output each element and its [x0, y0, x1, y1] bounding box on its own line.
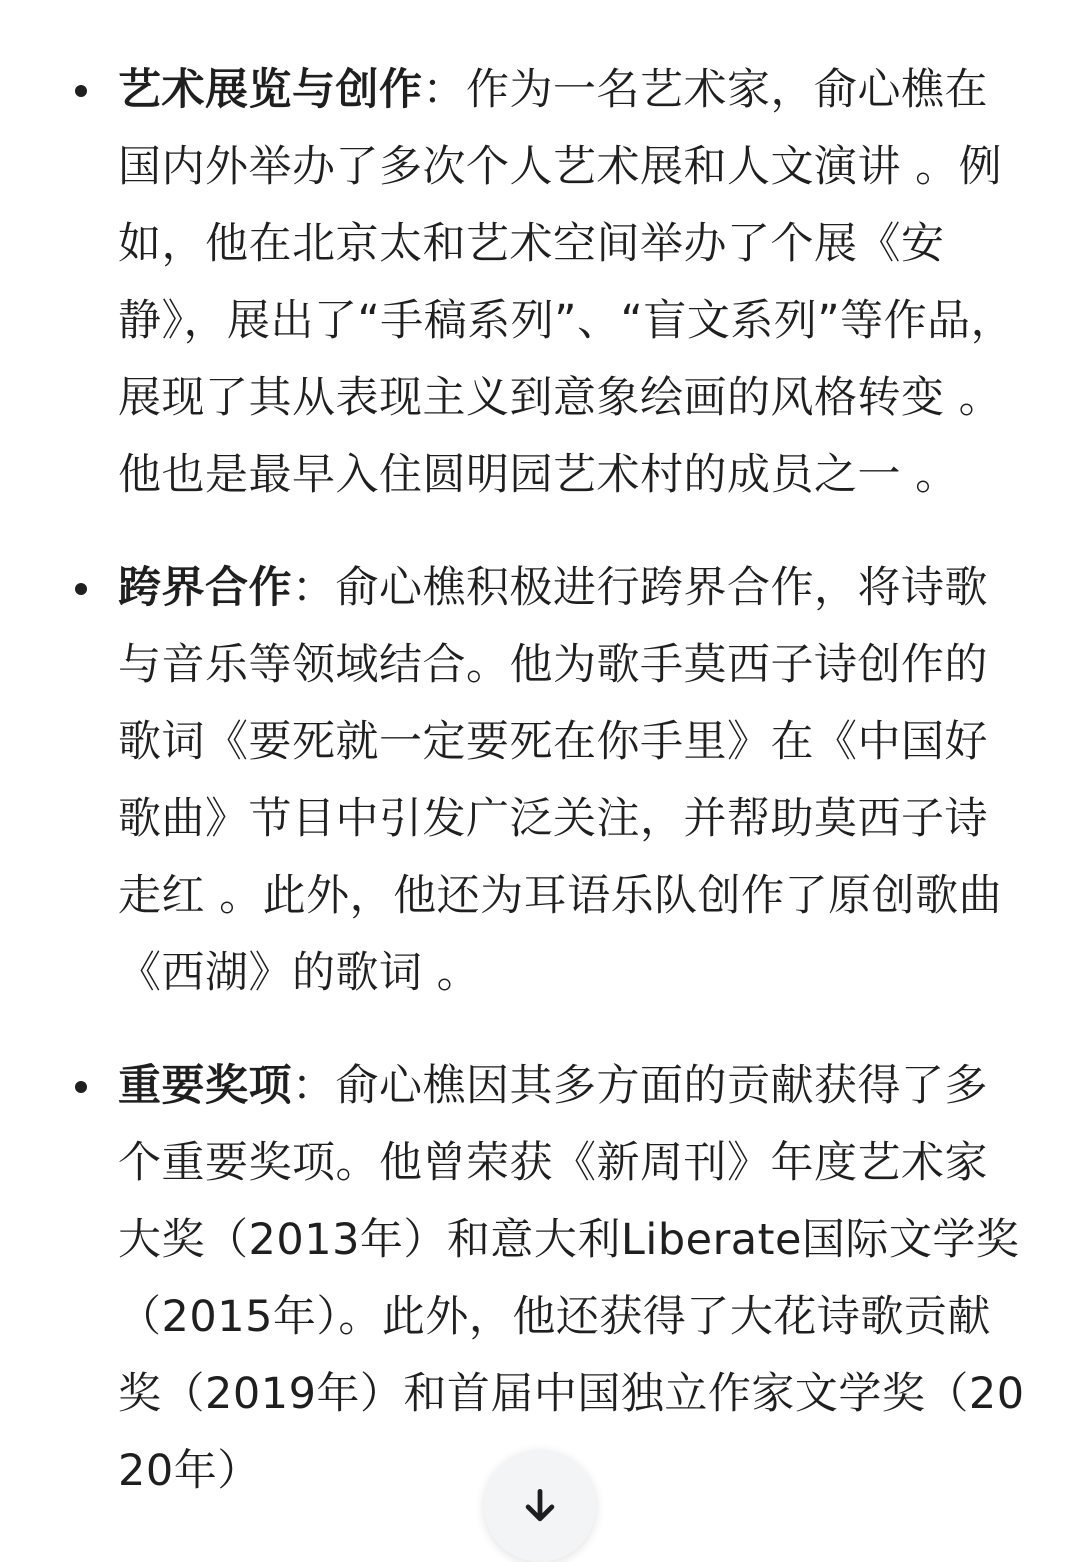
list-item-text: [118, 1048, 1028, 1510]
list-item-art-exhibition: [0, 52, 1080, 514]
title-separator: ：: [292, 563, 336, 613]
bullet-list: [0, 52, 1080, 1510]
arrow-down-icon: [518, 1484, 562, 1528]
list-item-awards: [0, 1048, 1080, 1510]
list-item-body: 俞心樵积极进行跨界合作，将诗歌与音乐等领域结合。他为歌手莫西子诗创作的歌词《要死就一定要死在你手里》在《中国好歌曲》节目中引发广泛关注，并帮助莫西子诗走红 。此外，他还为耳语乐队创作了原创歌曲《西湖》的歌词 。: [118, 563, 1003, 998]
list-item-text: [118, 52, 1028, 514]
list-item-body: 作为一名艺术家，俞心樵在国内外举办了多次个人艺术展和人文演讲 。例如，他在北京太和艺术空间举办了个展《安静》，展出了“手稿系列”、“盲文系列”等作品，展现了其从表现主义到意象绘画的风格转变 。他也是最早入住圆明园艺术村的成员之一 。: [118, 65, 1015, 500]
scroll-to-bottom-button[interactable]: [484, 1450, 596, 1562]
title-separator: ：: [292, 1061, 336, 1111]
list-item-title: 重要奖项: [118, 1061, 292, 1111]
bullet-dot: [75, 1081, 87, 1093]
title-separator: ：: [422, 65, 466, 115]
bullet-dot: [75, 85, 87, 97]
list-item-title: 艺术展览与创作: [118, 65, 423, 115]
list-item-title: 跨界合作: [118, 563, 292, 613]
bullet-dot: [75, 583, 87, 595]
list-item-text: [118, 550, 1028, 1012]
response-content: [0, 52, 1080, 1546]
list-item-body: 俞心樵因其多方面的贡献获得了多个重要奖项。他曾荣获《新周刊》年度艺术家大奖（2013年）和意大利Liberate国际文学奖（2015年）。此外，他还获得了大花诗歌贡献奖（2019年）和首届中国独立作家文学奖（2020年）: [118, 1061, 1025, 1496]
list-item-crossover: [0, 550, 1080, 1012]
